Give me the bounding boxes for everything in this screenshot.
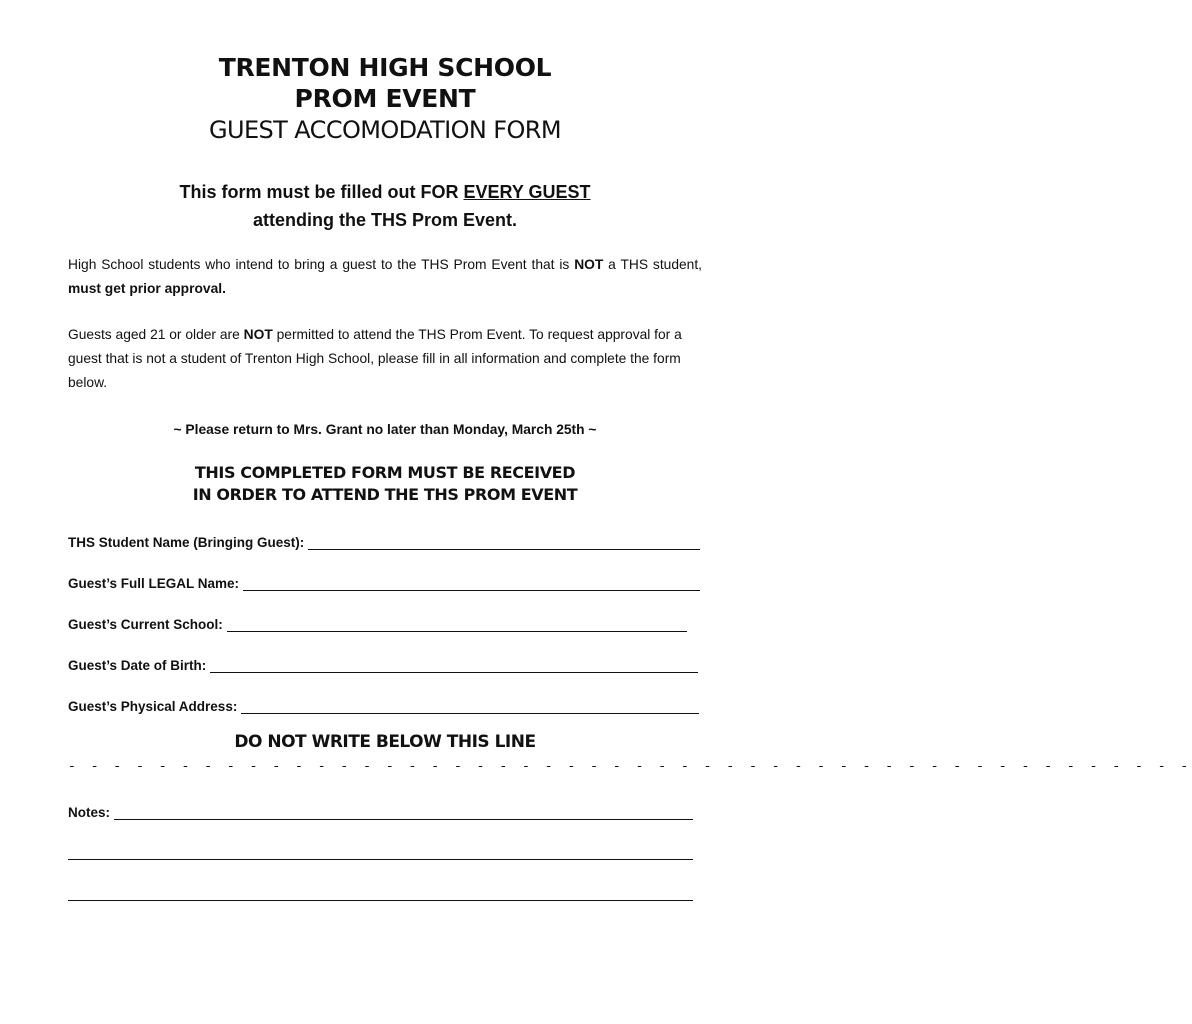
guest-address-label: Guest’s Physical Address:	[68, 699, 238, 714]
age-not: NOT	[243, 327, 273, 342]
student-name-label: THS Student Name (Bringing Guest):	[68, 535, 305, 550]
age-text-2: permitted to attend the THS Prom Event. To request approval for a guest that is not a student of Trenton High School, please fill in all information and complete the form below.	[68, 327, 682, 390]
notes-line-1[interactable]	[114, 805, 693, 820]
banner-line-1: THIS COMPLETED FORM MUST BE RECEIVED	[194, 463, 576, 482]
cut-line: - - - - - - - - - - - - - - - - - - - - - - - - - - - - - - - - - - - - - - - - - - - - - - - - - -	[68, 759, 1192, 774]
return-note: ~ Please return to Mrs. Grant no later than Monday, March 25th ~	[173, 422, 597, 437]
school-name: TRENTON HIGH SCHOOL	[218, 53, 552, 82]
guest-address-field[interactable]	[68, 694, 699, 714]
event-name: PROM EVENT	[294, 84, 476, 113]
subtitle-line-2: attending the THS Prom Event.	[252, 210, 518, 230]
guest-legal-name-line[interactable]	[243, 576, 700, 591]
notes-label: Notes:	[68, 805, 111, 820]
office-use-heading: DO NOT WRITE BELOW THIS LINE	[234, 732, 536, 752]
approval-text-1: High School students who intend to bring a guest to the THS Prom Event that is	[68, 257, 575, 272]
age-text-1: Guests aged 21 or older are	[68, 327, 244, 342]
guest-dob-field[interactable]	[68, 653, 698, 673]
guest-legal-name-field[interactable]	[68, 571, 700, 591]
guest-dob-line[interactable]	[210, 658, 698, 673]
approval-paragraph	[68, 253, 702, 301]
approval-not: NOT	[574, 257, 604, 272]
guest-school-field[interactable]	[68, 612, 687, 632]
notes-line-2[interactable]	[68, 858, 693, 860]
approval-required: must get prior approval.	[68, 281, 226, 296]
guest-school-line[interactable]	[227, 617, 687, 632]
student-name-field[interactable]	[68, 530, 700, 550]
subtitle-line-1	[0, 178, 770, 206]
guest-address-line[interactable]	[241, 699, 699, 714]
guest-school-label: Guest’s Current School:	[68, 617, 223, 632]
every-guest-emphasis: EVERY GUEST	[463, 182, 591, 202]
approval-text-2: a THS student,	[603, 257, 703, 272]
age-paragraph	[68, 323, 702, 395]
notes-line-3[interactable]	[68, 899, 693, 901]
student-name-line[interactable]	[308, 535, 700, 550]
subtitle-prefix: This form must be filled out FOR	[179, 182, 464, 202]
guest-dob-label: Guest’s Date of Birth:	[68, 658, 207, 673]
form-title: GUEST ACCOMODATION FORM	[209, 116, 561, 144]
banner-line-2: IN ORDER TO ATTEND THE THS PROM EVENT	[192, 485, 578, 504]
guest-legal-name-label: Guest’s Full LEGAL Name:	[68, 576, 240, 591]
notes-field[interactable]	[68, 800, 693, 820]
